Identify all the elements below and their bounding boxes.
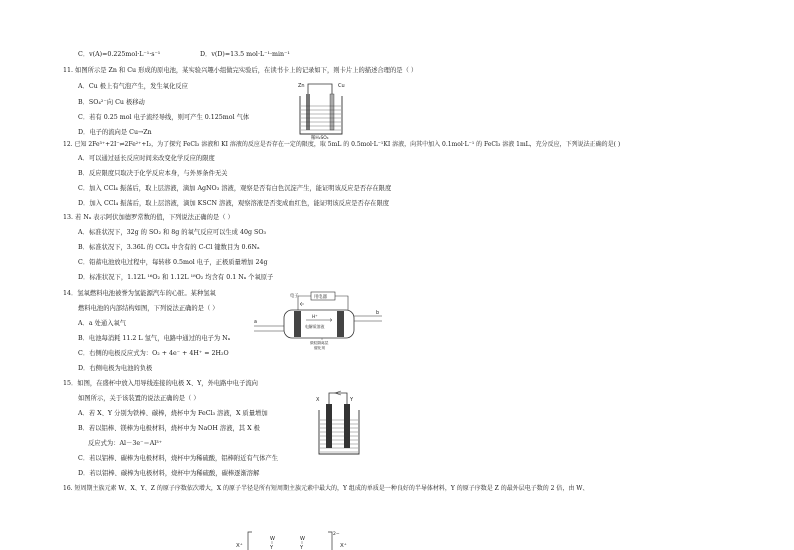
q14-figure-b-label: b <box>376 311 380 316</box>
q16-ionic-structure-figure <box>232 528 362 550</box>
q15-electrode-figure <box>315 388 363 458</box>
q11-option-a: A．Cu 极上有气泡产生，发生氧化反应 <box>78 83 188 90</box>
q14-figure-a-label: a <box>254 320 257 325</box>
q16-left-cation: X⁺ <box>236 543 243 549</box>
q15-figure-x-label: X <box>316 397 320 403</box>
q11-option-d: D．电子的流向是 Cu→Zn <box>78 129 152 136</box>
q15-option-b-line2: 反应式为：Al－3e⁻＝Al³⁺ <box>88 440 163 447</box>
q13-option-a: A．标准状况下，32g 的 SO₂ 和 8g 的氧气反应可以生成 40g SO₃ <box>78 229 267 236</box>
q14-figure-device-label: 用电器 <box>314 295 327 300</box>
q12-option-d: D．加入 CCl₄ 振荡后，取上层溶液，滴加 KSCN 溶液，观察溶液是否变成血红色，能证明该反应是否存在限度 <box>78 200 390 207</box>
q14-option-b: B．电池每消耗 11.2 L 氢气，电路中通过的电子为 Nₐ <box>78 335 231 342</box>
q10-option-c: C．v(A)=0.225mol·L⁻¹·s⁻¹ <box>78 51 161 58</box>
q16-atom-y1: Y <box>270 545 274 550</box>
q14-option-a: A．a 处通入氧气 <box>78 320 127 327</box>
q15-figure-y-label: Y <box>350 397 354 403</box>
q11-figure-zn-label: Zn <box>298 83 305 89</box>
q16-stem: 16. 短周期主族元素 W、X、Y、Z 的原子序数依次增大，X 的原子半径是所有短周期主族元素中最大的，Y 组成的单质是一种良好的半导体材料，Y 的原子序数是 Z 的最外层电子数的 2 倍，由 W、 <box>63 485 589 492</box>
q13-option-d: D．标准状况下，1.12L ¹⁶O₂ 和 1.12L ¹⁸O₂ 均含有 0.1 Nₐ 个氧原子 <box>78 274 274 281</box>
q11-option-c: C．若有 0.25 mol 电子流经导线，则可产生 0.125mol 气体 <box>78 114 250 121</box>
q14-stem-line1: 14．氢氧燃料电池被誉为氢能源汽车的心脏。某种氢氧 <box>63 290 216 297</box>
q16-anion-charge: 2− <box>333 532 340 537</box>
q12-option-c: C．加入 CCl₄ 振荡后，取上层溶液，滴加 AgNO₃ 溶液，观察是否有白色沉淀产生，能证明该反应是否存在限度 <box>78 185 392 192</box>
q11-galvanic-cell-figure <box>294 76 352 140</box>
q11-figure-acid-label: 稀H₂SO₄ <box>311 136 329 140</box>
q12-option-b: B．反应限度只取决于化学反应本身，与外界条件无关 <box>78 170 228 177</box>
q15-option-a: A．若 X、Y 分别为铁棒、碳棒，烧杯中为 FeCl₃ 溶液，X 质量增加 <box>78 410 268 417</box>
q16-atom-y2: Y <box>300 545 304 550</box>
q16-atom-w2: W <box>300 536 305 542</box>
q15-option-c: C．若以铝棒、碳棒为电极材料，烧杯中为稀硫酸，铝棒附近有气体产生 <box>78 455 279 462</box>
q14-option-d: D．右侧电极为电池的负极 <box>78 365 153 372</box>
q12-stem: 12. 已知 2Fe³⁺+2I⁻⇌2Fe²⁺+I₂，为了探究 FeCl₃ 溶液和 KI 溶液的反应是否存在一定的限度，取 5mL 的 0.5mol·L⁻¹KI 溶液，向其中加入 0.1mol·L⁻¹ 的 FeCl₃ 溶液 1mL，充分反应，下列说法正确的是( ) <box>63 141 621 148</box>
q14-figure-hplus-label: H⁺ <box>312 315 318 320</box>
q11-stem: 11. 如图所示是 Zn 和 Cu 形成的原电池，某实验兴趣小组做完实验后，在读书卡上的记录如下，则卡片上的描述合理的是（ ） <box>63 67 418 74</box>
q15-option-d: D．若以铝棒、碳棒为电极材料，烧杯中为稀硫酸，碳棒逐渐溶解 <box>78 470 260 477</box>
q14-option-c: C．右侧的电极反应式为：O₂ + 4e⁻ + 4H⁺ = 2H₂O <box>78 350 229 357</box>
q13-option-b: B．标准状况下，3.36L 的 CCl₄ 中含有的 C-Cl 键数目为 0.6Nₐ <box>78 244 260 251</box>
q14-figure-isolation-label: 微粒隔离层 <box>310 341 329 345</box>
q11-figure-cu-label: Cu <box>338 83 345 89</box>
q15-option-b-line1: B．若以铝棒、镁棒为电极材料，烧杯中为 NaOH 溶液，其 X 极 <box>78 425 260 432</box>
q12-option-a: A．可以通过延长反应时间来改变化学反应的限度 <box>78 155 215 162</box>
q14-stem-line2: 燃料电池的内部结构如图，下列说法正确的是（ ） <box>78 305 219 312</box>
q13-option-c: C．铅蓄电池放电过程中，每转移 0.5mol 电子，正极质量增加 24g <box>78 259 268 266</box>
q15-stem-line1: 15．如图，在盛杯中放入用导线连接的电极 X、Y，外电路中电子流向 <box>63 380 258 387</box>
q16-atom-w1: W <box>270 536 275 542</box>
q11-option-b: B．SO₄²⁻向 Cu 极移动 <box>78 99 145 106</box>
q14-fuel-cell-figure <box>254 288 382 350</box>
q10-option-d: D．v(D)=13.5 mol·L⁻¹·min⁻¹ <box>200 51 290 58</box>
q15-stem-line2: 如图所示，关于该装置的说法正确的是（ ） <box>78 395 200 402</box>
q13-stem: 13. 若 Nₐ 表示阿伏加德罗常数的值，下列说法正确的是（ ） <box>63 214 234 221</box>
q14-figure-electron-label: 电子 <box>290 294 299 299</box>
q14-figure-electrolyte-label: 电解质溶液 <box>305 324 325 329</box>
q16-right-cation: X⁺ <box>340 543 347 549</box>
q14-figure-catalyst-label: 催化剂 <box>314 346 326 350</box>
